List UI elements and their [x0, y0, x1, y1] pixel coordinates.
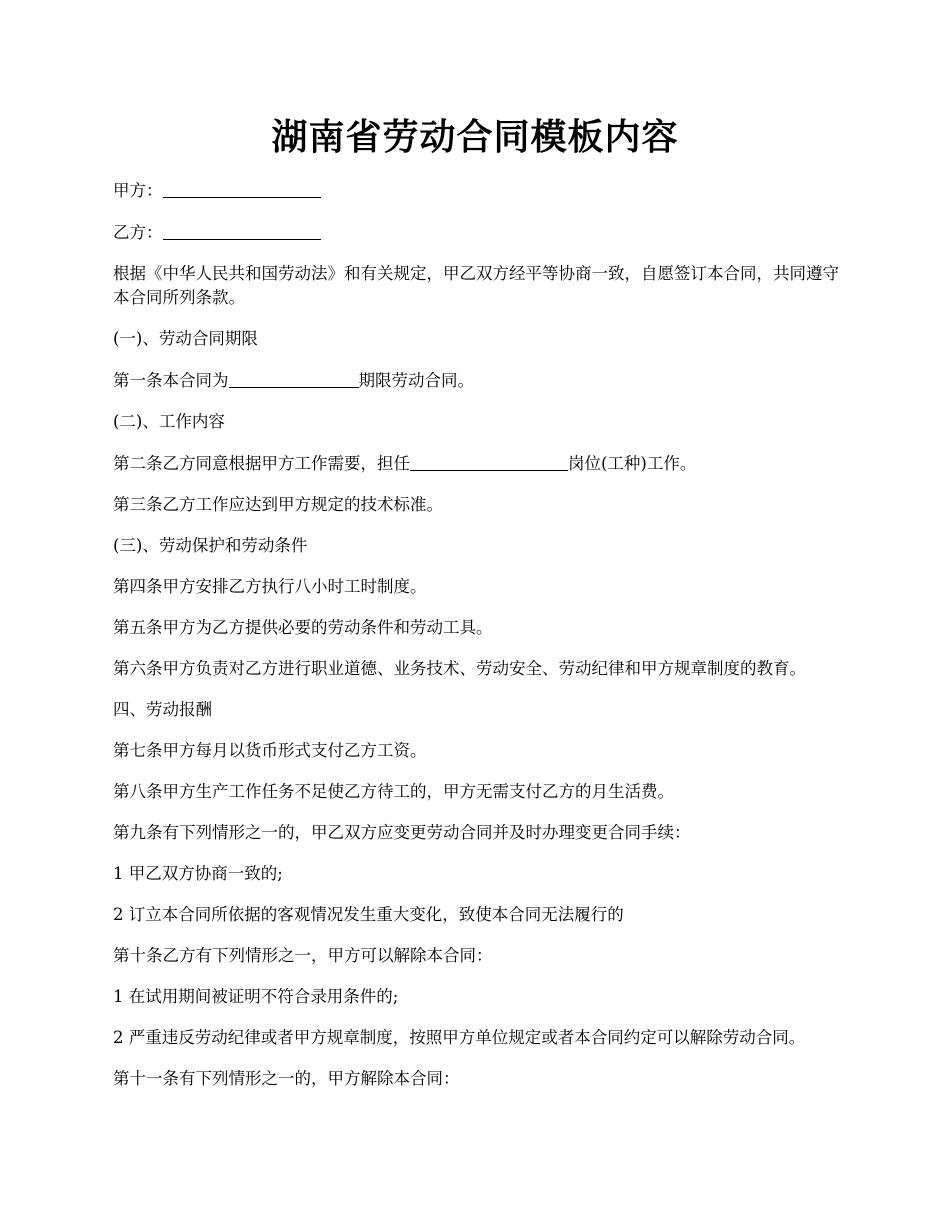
article-9-item-1: 1 甲乙双方协商一致的;: [113, 864, 283, 883]
section-heading-1: (一)、劳动合同期限: [113, 329, 258, 348]
article-9-item-2: 2 订立本合同所依据的客观情况发生重大变化，致使本合同无法履行的: [113, 905, 624, 924]
intro-paragraph: 根据《中华人民共和国劳动法》和有关规定，甲乙双方经平等协商一致，自愿签订本合同，共同遵守本合同所列条款。: [113, 264, 839, 307]
party-a-label: 甲方：: [113, 181, 163, 200]
position-blank: [410, 453, 568, 471]
party-b-label: 乙方：: [113, 223, 163, 242]
article-2-text-after: 岗位(工种)工作。: [568, 454, 697, 473]
contract-term-blank: [229, 370, 359, 388]
article-1: [113, 368, 843, 393]
party-b-line: [113, 220, 843, 245]
party-b-blank: [163, 222, 321, 240]
article-4: 第四条甲方安排乙方执行八小时工时制度。: [113, 577, 427, 596]
article-9: 第九条有下列情形之一的，甲乙双方应变更劳动合同并及时办理变更合同手续：: [113, 823, 691, 842]
section-heading-4: 四、劳动报酬: [113, 700, 212, 719]
article-1-text-before: 第一条本合同为: [113, 371, 229, 390]
article-8: 第八条甲方生产工作任务不足使乙方待工的，甲方无需支付乙方的月生活费。: [113, 782, 674, 801]
article-2: [113, 451, 843, 476]
party-a-blank: [163, 180, 321, 198]
document-body: [113, 178, 843, 1108]
article-10: 第十条乙方有下列情形之一，甲方可以解除本合同：: [113, 946, 493, 965]
article-10-item-1: 1 在试用期间被证明不符合录用条件的;: [113, 987, 399, 1006]
article-3: 第三条乙方工作应达到甲方规定的技术标准。: [113, 495, 443, 514]
article-11: 第十一条有下列情形之一的，甲方解除本合同：: [113, 1069, 460, 1088]
section-heading-3: (三)、劳动保护和劳动条件: [113, 536, 308, 555]
document-title: 湖南省劳动合同模板内容: [271, 116, 679, 158]
article-7: 第七条甲方每月以货币形式支付乙方工资。: [113, 741, 427, 760]
article-10-item-2: 2 严重违反劳动纪律或者甲方规章制度，按照甲方单位规定或者本合同约定可以解除劳动合同。: [113, 1028, 806, 1047]
article-5: 第五条甲方为乙方提供必要的劳动条件和劳动工具。: [113, 618, 493, 637]
section-heading-2: (二)、工作内容: [113, 412, 225, 431]
article-2-text-before: 第二条乙方同意根据甲方工作需要，担任: [113, 454, 410, 473]
article-1-text-after: 期限劳动合同。: [358, 371, 474, 390]
party-a-line: [113, 178, 843, 203]
article-6: 第六条甲方负责对乙方进行职业道德、业务技术、劳动安全、劳动纪律和甲方规章制度的教育。: [113, 659, 806, 678]
